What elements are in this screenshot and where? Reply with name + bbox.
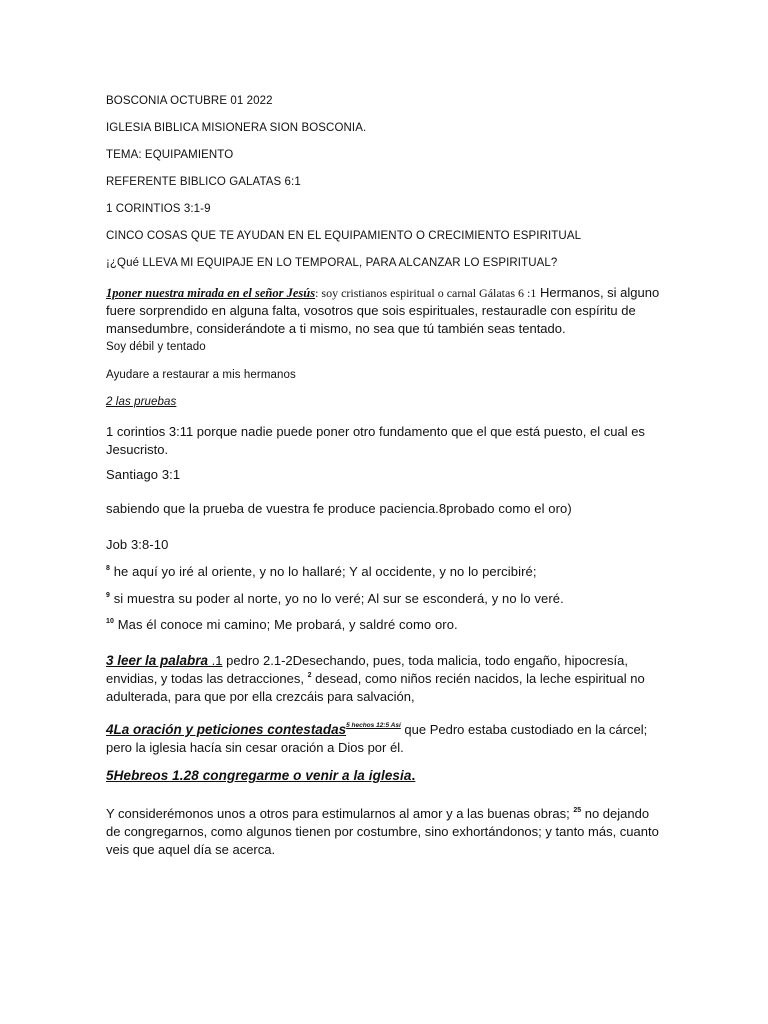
- job-verse-9: $^9$ si muestra su poder al norte, yo no lo veré; Al sur se esconderá, y no lo veré.: [106, 591, 564, 606]
- point-2-heading: 2 las pruebas: [106, 396, 177, 408]
- point-3-heading: 3 leer la palabra: [106, 653, 209, 668]
- point-4-paragraph: 4La oración y peticiones contestadas$^{5 hechos 12:5 Así}$ que Pedro estaba custodiado en la cárcel; pero la iglesia hacía sin cesar oración a Dios por él.: [106, 722, 648, 755]
- santiago-ref: Santiago 3:1: [106, 467, 181, 482]
- point-3-paragraph: 3 leer la palabra .1 pedro 2.1-2Desechando, pues, toda malicia, todo engaño, hipocresía, envidias, y todas las detracciones, $^2$ desead, como niños recién nacidos, la leche espiritual no adulterada, para que por ella crezcáis para salvación,: [106, 653, 645, 704]
- point-5-paragraph: Y considerémonos unos a otros para estimularnos al amor y a las buenas obras; $^{25}$ no dejando de congregarnos, como algunos tienen por costumbre, sino exhortándonos; y tanto más, cuanto veis que aquel día se acerca.: [106, 806, 659, 857]
- church-line: IGLESIA BIBLICA MISIONERA SION BOSCONIA.: [106, 122, 367, 134]
- five-things-line: CINCO COSAS QUE TE AYUDAN EN EL EQUIPAMIENTO O CRECIMIENTO ESPIRITUAL: [106, 230, 582, 242]
- theme-line: TEMA: EQUIPAMIENTO: [106, 149, 234, 161]
- point-5-heading: 5Hebreos 1.28 congregarme o venir a la iglesia.: [106, 768, 416, 783]
- sabiendo-line: sabiendo que la prueba de vuestra fe produce paciencia.8probado como el oro): [106, 501, 572, 516]
- point-1-text: Hermanos, si alguno fuere sorprendido en alguna falta, vosotros que sois espirituales, restauradle con espíritu de mansedumbre, considerándote a ti mismo, no sea que tú también seas tentado.: [106, 285, 660, 336]
- point-4-heading: 4La oración y peticiones contestadas: [106, 722, 347, 737]
- point-1-serif-text: soy cristianos espiritual o carnal Gálatas 6 :1: [318, 286, 537, 300]
- job-ref: Job 3:8-10: [106, 537, 169, 552]
- reference-line: REFERENTE BIBLICO GALATAS 6:1: [106, 176, 301, 188]
- point-1-paragraph: 1poner nuestra mirada en el señor Jesús: soy cristianos espiritual o carnal Gálatas 6 :1 Hermanos, si alguno fuere sorprendido en alguna falta, vosotros que sois espirituales, restauradle con espíritu de mansedumbre, considerándote a ti mismo, no sea que tú también seas tentado.: [106, 285, 660, 336]
- corinthians-line: 1 CORINTIOS 3:1-9: [106, 203, 211, 215]
- job-verse-10: $^{10}$ Mas él conoce mi camino; Me probará, y saldré como oro.: [106, 617, 458, 632]
- point-2-corinthians: 1 corintios 3:11 porque nadie puede poner otro fundamento que el que está puesto, el cual es Jesucristo.: [106, 424, 645, 457]
- date-line: BOSCONIA OCTUBRE 01 2022: [106, 95, 273, 107]
- question-line: ¡¿Qué LLEVA MI EQUIPAJE EN LO TEMPORAL, PARA ALCANZAR LO ESPIRITUAL?: [106, 257, 558, 269]
- note-restore: Ayudare a restaurar a mis hermanos: [106, 369, 296, 381]
- point-1-heading: 1poner nuestra mirada en el señor Jesús: [106, 286, 316, 300]
- job-verse-8: $^8$ he aquí yo iré al oriente, y no lo hallaré; Y al occidente, y no lo percibiré;: [106, 564, 537, 579]
- note-weak: Soy débil y tentado: [106, 341, 206, 353]
